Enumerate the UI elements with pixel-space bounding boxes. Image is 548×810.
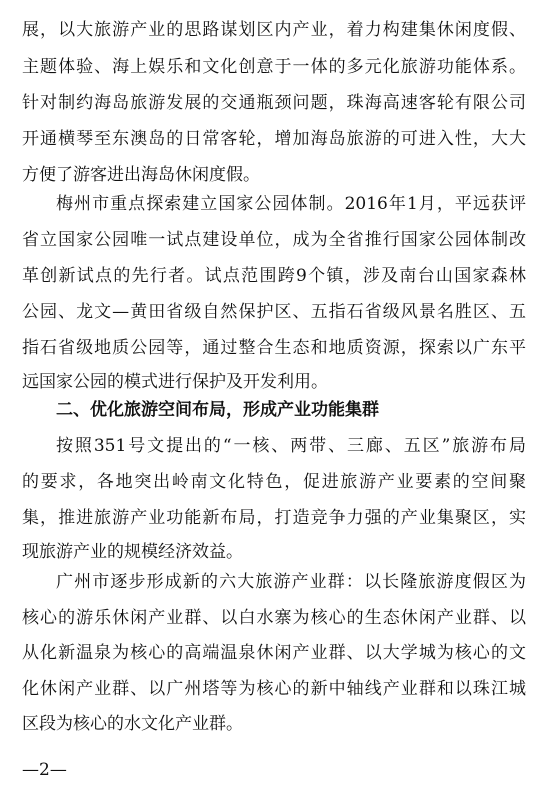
text-line: 远国家公园的模式进行保护及开发利用。: [22, 372, 328, 392]
text-line: 按照351号文提出的“一核、两带、三廊、五区”旅游布局: [56, 436, 526, 456]
text-line: 主题体验、海上娱乐和文化创意于一体的多元化旅游功能体系。: [22, 57, 526, 77]
text-line: 现旅游产业的规模经济效益。: [22, 542, 243, 562]
text-line: 区段为核心的水文化产业群。: [22, 714, 243, 734]
text-line: 革创新试点的先行者。试点范围跨9个镇，涉及南台山国家森林: [22, 266, 526, 286]
text-line: 省立国家公园唯一试点建设单位，成为全省推行国家公园体制改: [22, 230, 526, 250]
page-number: —2—: [22, 760, 67, 780]
text-line: 指石省级地质公园等，通过整合生态和地质资源，探索以广东平: [22, 338, 526, 358]
text-line: 展，以大旅游产业的思路谋划区内产业，着力构建集休闲度假、: [22, 20, 526, 40]
text-line: 广州市逐步形成新的六大旅游产业群：以长隆旅游度假区为: [56, 572, 526, 592]
text-line: 核心的游乐休闲产业群、以白水寨为核心的生态休闲产业群、以: [22, 608, 526, 628]
section-heading: 二、优化旅游空间布局，形成产业功能集群: [56, 400, 379, 420]
text-line: 梅州市重点探索建立国家公园体制。2016年1月，平远获评: [56, 194, 526, 214]
text-line: 集，推进旅游产业功能新布局，打造竞争力强的产业集聚区，实: [22, 508, 526, 528]
text-line: 公园、龙文—黄田省级自然保护区、五指石省级风景名胜区、五: [22, 302, 526, 322]
text-line: 化休闲产业群、以广州塔等为核心的新中轴线产业群和以珠江城: [22, 679, 526, 699]
text-line: 从化新温泉为核心的高端温泉休闲产业群、以大学城为核心的文: [22, 643, 526, 663]
text-line: 的要求，各地突出岭南文化特色，促进旅游产业要素的空间聚: [22, 472, 526, 492]
text-line: 针对制约海岛旅游发展的交通瓶颈问题，珠海高速客轮有限公司: [22, 93, 526, 113]
text-line: 方便了游客进出海岛休闲度假。: [22, 165, 260, 185]
text-line: 开通横琴至东澳岛的日常客轮，增加海岛旅游的可进入性，大大: [22, 129, 526, 149]
